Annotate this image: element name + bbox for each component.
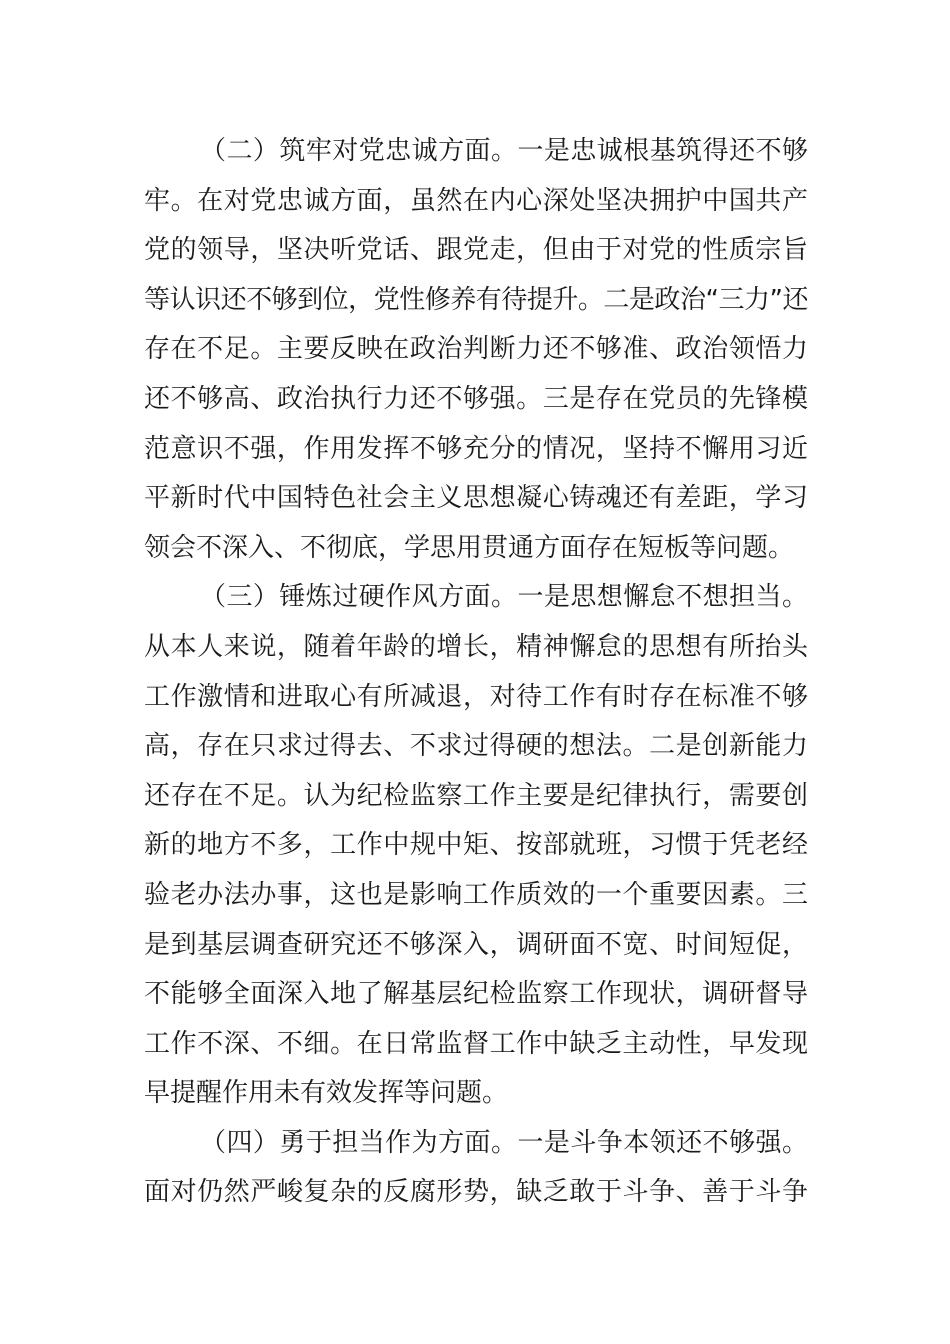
text-line: 等认识还不够到位，党性修养有待提升。二是政治“三力”还 bbox=[144, 284, 808, 315]
paragraph-first-line: （三）锤炼过硬作风方面。一是思想懈怠不想担当。 bbox=[200, 582, 808, 613]
text-line: 工作不深、不细。在日常监督工作中缺乏主动性，早发现 bbox=[144, 1028, 808, 1059]
text-line: 工作激情和进取心有所减退，对待工作有时存在标准不够 bbox=[144, 681, 808, 712]
text-line: 党的领导，坚决听党话、跟党走，但由于对党的性质宗旨 bbox=[144, 235, 808, 266]
text-line: 牢。在对党忠诚方面，虽然在内心深处坚决拥护中国共产 bbox=[144, 185, 808, 216]
text-line: 还不够高、政治执行力还不够强。三是存在党员的先锋模 bbox=[144, 383, 808, 414]
text-line: 范意识不强，作用发挥不够充分的情况，坚持不懈用习近 bbox=[144, 433, 808, 464]
text-line: 领会不深入、不彻底，学思用贯通方面存在短板等问题。 bbox=[144, 532, 795, 563]
paragraph-first-line: （二）筑牢对党忠诚方面。一是忠诚根基筑得还不够 bbox=[200, 136, 808, 166]
text-line: 验老办法办事，这也是影响工作质效的一个重要因素。三 bbox=[144, 879, 808, 910]
text-line: 平新时代中国特色社会主义思想凝心铸魂还有差距，学习 bbox=[144, 483, 808, 514]
paragraph-first-line: （四）勇于担当作为方面。一是斗争本领还不够强。 bbox=[200, 1127, 808, 1158]
text-line: 新的地方不多，工作中规中矩、按部就班，习惯于凭老经 bbox=[144, 830, 808, 861]
text-line: 是到基层调查研究还不够深入，调研面不宽、时间短促， bbox=[144, 929, 808, 960]
text-line: 存在不足。主要反映在政治判断力还不够准、政治领悟力 bbox=[144, 334, 808, 365]
text-line: 早提醒作用未有效发挥等问题。 bbox=[144, 1078, 509, 1109]
text-line: 从本人来说，随着年龄的增长，精神懈怠的思想有所抬头 bbox=[144, 631, 808, 662]
text-line: 还存在不足。认为纪检监察工作主要是纪律执行，需要创 bbox=[144, 780, 808, 811]
document-body bbox=[144, 127, 808, 1218]
text-line: 面对仍然严峻复杂的反腐形势，缺乏敢于斗争、善于斗争 bbox=[144, 1177, 808, 1208]
text-line: 不能够全面深入地了解基层纪检监察工作现状，调研督导 bbox=[144, 979, 808, 1010]
text-line: 高，存在只求过得去、不求过得硬的想法。二是创新能力 bbox=[144, 731, 808, 762]
